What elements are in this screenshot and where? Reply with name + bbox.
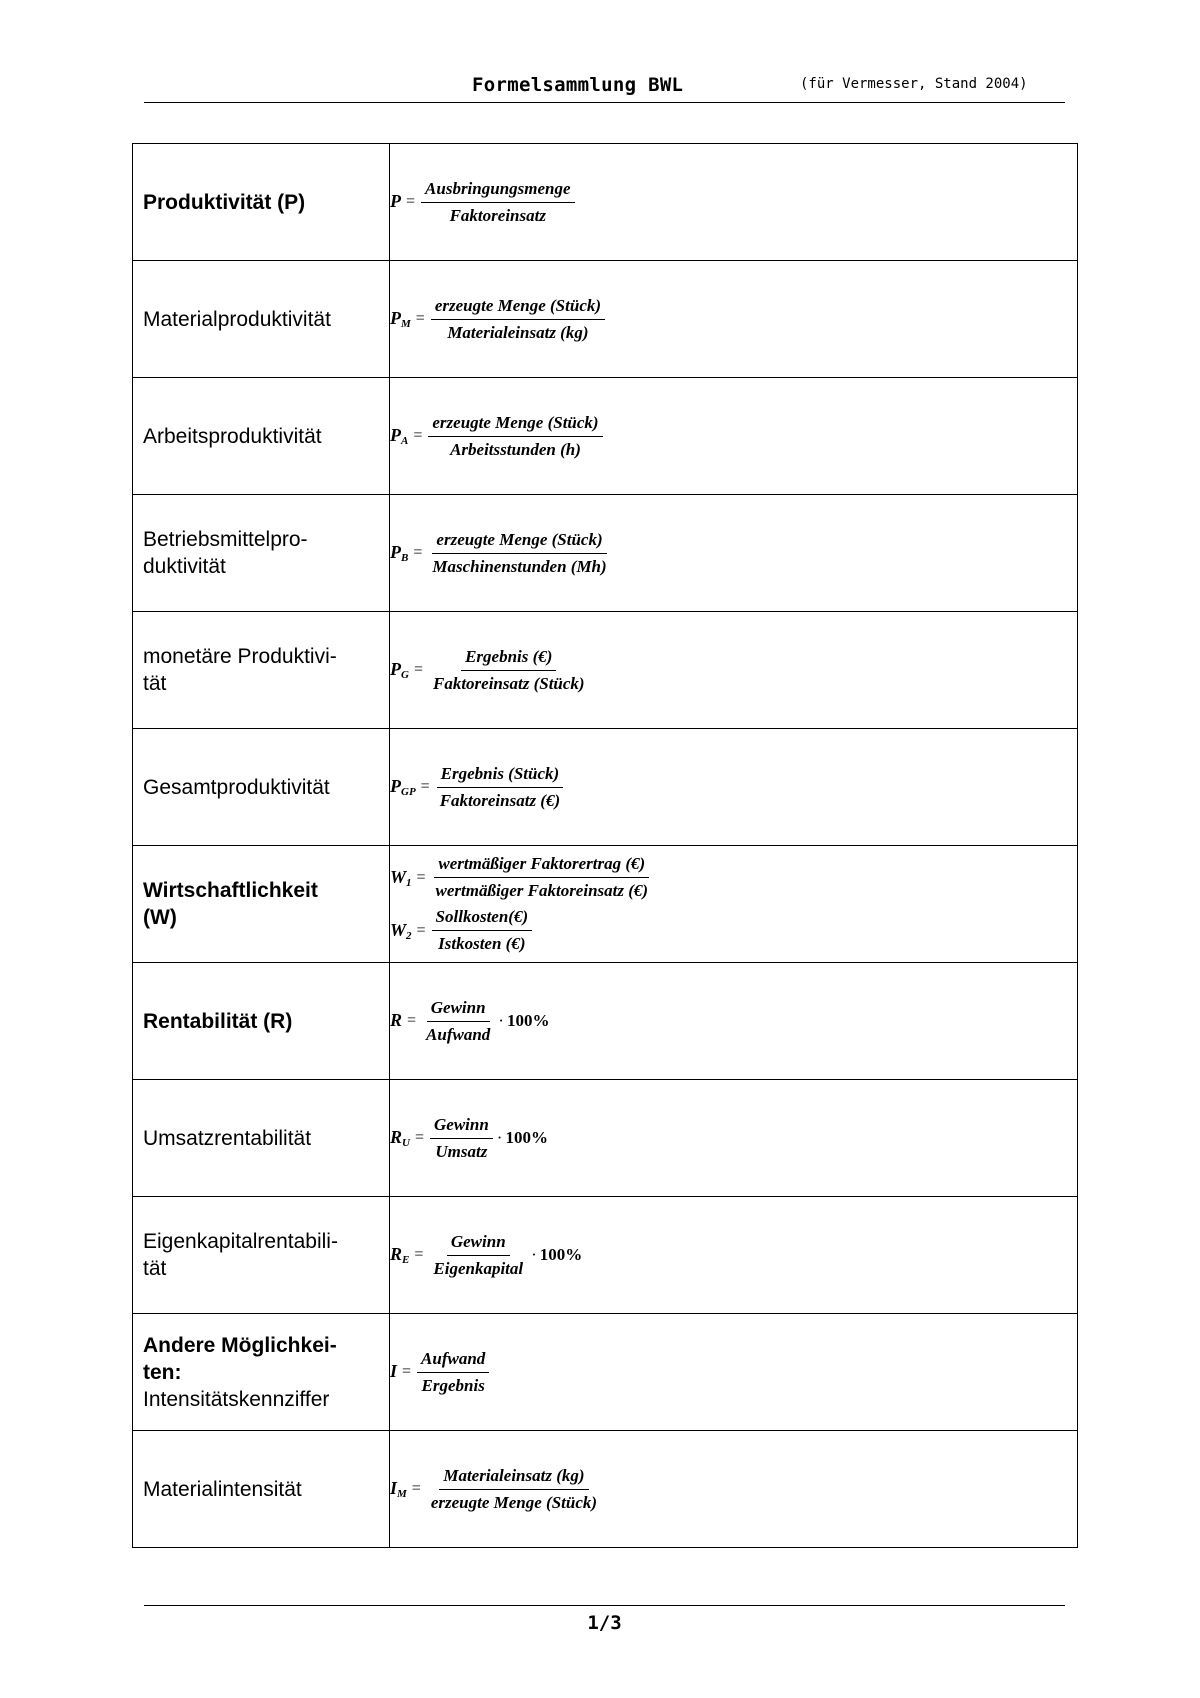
numerator: Ausbringungsmenge: [421, 179, 575, 203]
table-row: [133, 261, 1078, 378]
formula-cell: [390, 963, 1078, 1080]
table-row: [133, 729, 1078, 846]
denominator: Arbeitsstunden (h): [450, 439, 581, 459]
formula-cell: [390, 729, 1078, 846]
numerator: Gewinn: [430, 1115, 493, 1139]
numerator: Ergebnis (€): [461, 647, 556, 671]
formula: $P_G$ = $\frac{\text{Ergebnis (€)}}{\text{Faktoreinsatz (Stück)}}$: [390, 647, 589, 694]
numerator: Aufwand: [417, 1349, 489, 1373]
formula: $R_E$ = $\frac{\text{Gewinn}}{\text{Eigenkapital}}$ · 100%: [390, 1231, 583, 1278]
page-number: 1/3: [144, 1605, 1065, 1634]
row-label-heading: Andere Möglichkei- ten:: [143, 1333, 337, 1384]
formula: $P_A$ = $\frac{\text{erzeugte Menge (Stück)}}{\text{Arbeitsstunden (h)}}$: [390, 413, 603, 460]
table-row: [133, 144, 1078, 261]
table-row: [133, 378, 1078, 495]
row-label: Produktivität (P): [133, 144, 390, 261]
fraction: [417, 1349, 489, 1396]
row-label: [133, 1314, 390, 1431]
denominator: Maschinenstunden (Mh): [432, 556, 607, 576]
table-row: [133, 1197, 1078, 1314]
formula: P = $\frac{\text{Ausbringungsmenge}}{\text{Faktoreinsatz}}$: [390, 179, 575, 226]
denominator: Ergebnis: [421, 1375, 485, 1395]
fraction: [428, 530, 610, 577]
numerator: wertmäßiger Faktorertrag (€): [434, 854, 649, 878]
formula-cell: [390, 495, 1078, 612]
denominator: Materialeinsatz (kg): [447, 322, 589, 342]
formula: R = $\frac{\text{Gewinn}}{\text{Aufwand}}$ · 100%: [390, 997, 550, 1044]
formula-cell: [390, 846, 1078, 963]
table-row: [133, 1080, 1078, 1197]
row-label: Betriebsmittelpro- duktivität: [133, 495, 390, 612]
denominator: Eigenkapital: [433, 1258, 524, 1278]
table-row: [133, 846, 1078, 963]
formula: $P_{GP}$ = $\frac{\text{Ergebnis (Stück)}}{\text{Faktoreinsatz (€)}}$: [390, 764, 564, 811]
fraction: [428, 413, 602, 460]
formula-cell: [390, 261, 1078, 378]
formula: $W_1$ = $\frac{\text{wertmäßiger Faktorertrag (€)}}{\text{wertmäßiger Faktoreinsatz (€)}}$: [390, 854, 1077, 901]
numerator: Gewinn: [447, 1232, 510, 1256]
row-label: Materialproduktivität: [133, 261, 390, 378]
page-header: [144, 70, 1065, 103]
formula: $P_B$ = $\frac{\text{erzeugte Menge (Stück)}}{\text{Maschinenstunden (Mh)}}$: [390, 530, 611, 577]
formula-table: [132, 143, 1078, 1548]
denominator: Umsatz: [435, 1141, 488, 1161]
fraction: [429, 1232, 527, 1279]
formula-cell: [390, 1314, 1078, 1431]
formula-cell: [390, 1431, 1078, 1548]
row-label: Eigenkapitalrentabili- tät: [133, 1197, 390, 1314]
fraction: [432, 907, 533, 954]
row-label: Arbeitsproduktivität: [133, 378, 390, 495]
numerator: Sollkosten(€): [432, 907, 533, 931]
denominator: Faktoreinsatz (€): [439, 790, 561, 810]
table-row: [133, 963, 1078, 1080]
row-label: Materialintensität: [133, 1431, 390, 1548]
table-row: [133, 495, 1078, 612]
row-label: Gesamtproduktivität: [133, 729, 390, 846]
numerator: erzeugte Menge (Stück): [432, 530, 606, 554]
table-row: [133, 612, 1078, 729]
fraction: [432, 854, 653, 901]
numerator: erzeugte Menge (Stück): [428, 413, 602, 437]
formula-cell: [390, 378, 1078, 495]
table-row: [133, 1431, 1078, 1548]
formula-cell: [390, 1197, 1078, 1314]
formula-cell: [390, 144, 1078, 261]
fraction: [421, 179, 575, 226]
numerator: erzeugte Menge (Stück): [431, 296, 605, 320]
formula: I = $\frac{\text{Aufwand}}{\text{Ergebnis}}$: [390, 1349, 489, 1396]
table-row: [133, 1314, 1078, 1431]
fraction: [430, 1115, 493, 1162]
denominator: wertmäßiger Faktoreinsatz (€): [435, 881, 649, 900]
denominator: Faktoreinsatz (Stück): [432, 673, 585, 693]
denominator: Aufwand: [426, 1024, 491, 1044]
row-label: Wirtschaftlichkeit (W): [133, 846, 390, 963]
formula: $R_U$ = $\frac{\text{Gewinn}}{\text{Umsatz}}$ · 100%: [390, 1114, 548, 1161]
fraction: [427, 1466, 601, 1513]
document-subtitle: (für Vermesser, Stand 2004): [800, 76, 1028, 92]
denominator: Faktoreinsatz: [449, 205, 546, 225]
fraction: [429, 647, 589, 694]
denominator: Istkosten (€): [438, 934, 526, 953]
numerator: Ergebnis (Stück): [437, 764, 564, 788]
formula-cell: [390, 1080, 1078, 1197]
numerator: Gewinn: [427, 998, 490, 1022]
formula: $W_2$ = $\frac{\text{Sollkosten(€)}}{\text{Istkosten (€)}}$: [390, 907, 1077, 954]
row-label-sub: Intensitätskennziffer: [143, 1387, 330, 1411]
document-title: Formelsammlung BWL: [472, 74, 684, 96]
formula: $I_M$ = $\frac{\text{Materialeinsatz (kg)}}{\text{erzeugte Menge (Stück)}}$: [390, 1466, 601, 1513]
fraction: [431, 296, 605, 343]
fraction: [422, 998, 494, 1045]
row-label: Rentabilität (R): [133, 963, 390, 1080]
denominator: erzeugte Menge (Stück): [430, 1492, 598, 1512]
numerator: Materialeinsatz (kg): [439, 1466, 588, 1490]
formula: $P_M$ = $\frac{\text{erzeugte Menge (Stück)}}{\text{Materialeinsatz (kg)}}$: [390, 296, 605, 343]
row-label: monetäre Produktivi- tät: [133, 612, 390, 729]
row-label: Umsatzrentabilität: [133, 1080, 390, 1197]
formula-cell: [390, 612, 1078, 729]
fraction: [436, 764, 564, 811]
